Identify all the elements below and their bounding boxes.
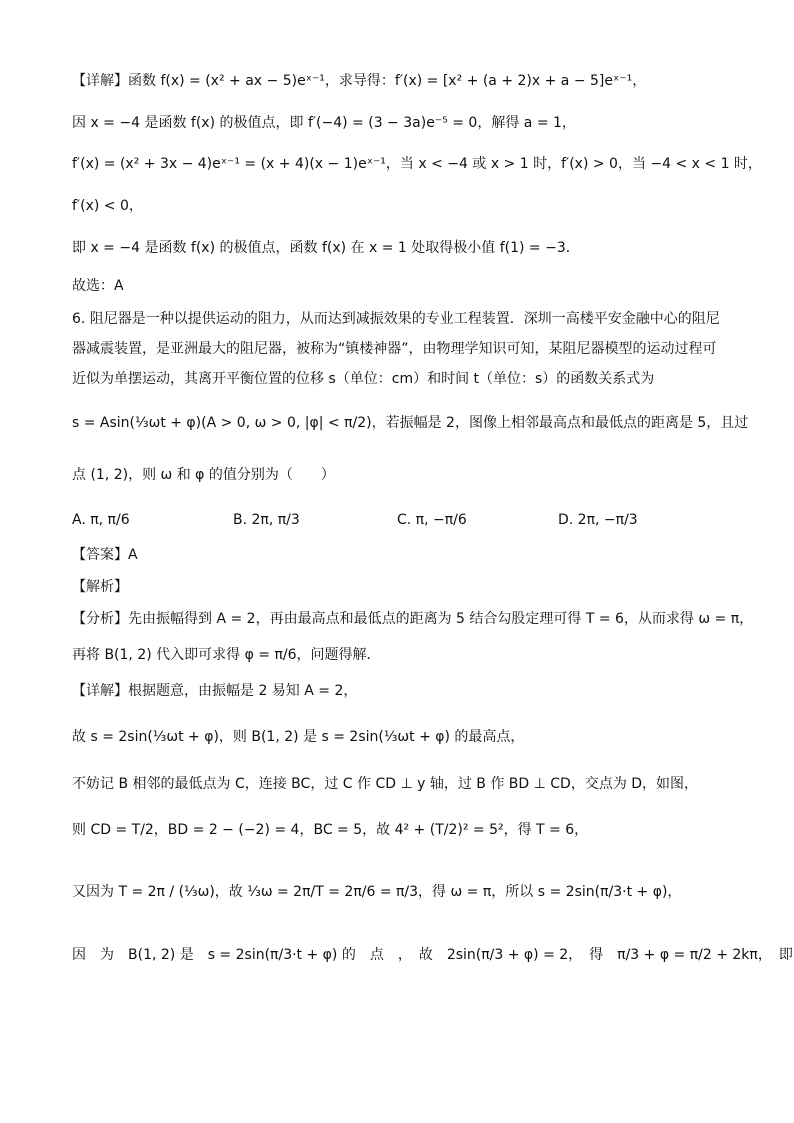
- solution-line-6: 因 为 B(1, 2) 是 s = 2sin(π/3·t + φ) 的 点 ， 故 2sin(π/3 + φ) = 2， 得 π/3 + φ = π/2 + 2kπ， 即: [72, 947, 793, 963]
- solution-line-1: 【详解】根据题意，由振幅是 2 易知 A = 2，: [72, 683, 358, 699]
- question-6-line-3: 近似为单摆运动，其离开平衡位置的位移 s（单位：cm）和时间 t（单位：s）的函数关系式为: [72, 371, 655, 387]
- solution-line-3: 不妨记 B 相邻的最低点为 C，连接 BC，过 C 作 CD ⊥ y 轴，过 B 作 BD ⊥ CD，交点为 D，如图，: [72, 776, 699, 792]
- question-6-line-2: 器减震装置，是亚洲最大的阻尼器，被称为“镇楼神器”，由物理学知识可知，某阻尼器模型的运动过程可: [72, 341, 717, 357]
- option-b: B. 2π, π/3: [233, 512, 300, 528]
- solution-line-4: 则 CD = T/2，BD = 2 − (−2) = 4，BC = 5，故 4² + (T/2)² = 5²，得 T = 6，: [72, 822, 589, 838]
- detail-line-5: 即 x = −4 是函数 f(x) 的极值点，函数 f(x) 在 x = 1 处取得极小值 f(1) = −3．: [72, 240, 580, 256]
- option-c: C. π, −π/6: [397, 512, 467, 528]
- option-a: A. π, π/6: [72, 512, 130, 528]
- analysis-line-2: 再将 B(1, 2) 代入即可求得 φ = π/6，问题得解．: [72, 647, 381, 663]
- question-6-formula-line: s = Asin(⅓ωt + φ)(A > 0, ω > 0, |φ| < π/2)，若振幅是 2，图像上相邻最高点和最低点的距离是 5，且过: [72, 415, 749, 431]
- detail-line-2: 因 x = −4 是函数 f(x) 的极值点，即 f′(−4) = (3 − 3a)e⁻⁵ = 0，解得 a = 1，: [72, 115, 576, 131]
- option-d: D. 2π, −π/3: [558, 512, 638, 528]
- analysis-label: 【解析】: [72, 579, 128, 595]
- solution-line-2: 故 s = 2sin(⅓ωt + φ)，则 B(1, 2) 是 s = 2sin(⅓ωt + φ) 的最高点，: [72, 729, 525, 745]
- question-6-line-1: 6. 阻尼器是一种以提供运动的阻力，从而达到减振效果的专业工程装置．深圳一高楼平安金融中心的阻尼: [72, 311, 720, 327]
- detail-line-4: f′(x) < 0，: [72, 198, 143, 214]
- answer-label: 【答案】A: [72, 547, 138, 563]
- answer-choice-line: 故选：A: [72, 278, 124, 294]
- solution-line-5: 又因为 T = 2π / (⅓ω)，故 ⅓ω = 2π/T = 2π/6 = π/3，得 ω = π，所以 s = 2sin(π/3·t + φ)，: [72, 884, 682, 900]
- detail-line-1: 【详解】函数 f(x) = (x² + ax − 5)eˣ⁻¹，求导得：f′(x) = [x² + (a + 2)x + a − 5]eˣ⁻¹，: [72, 73, 647, 89]
- detail-line-3: f′(x) = (x² + 3x − 4)eˣ⁻¹ = (x + 4)(x − 1)eˣ⁻¹，当 x < −4 或 x > 1 时，f′(x) > 0，当 −4 < x < 1 时，: [72, 156, 762, 172]
- question-6-line-5: 点 (1, 2)，则 ω 和 φ 的值分别为（ ）: [72, 467, 335, 483]
- analysis-line-1: 【分析】先由振幅得到 A = 2，再由最高点和最低点的距离为 5 结合勾股定理可得 T = 6，从而求得 ω = π，: [72, 611, 754, 627]
